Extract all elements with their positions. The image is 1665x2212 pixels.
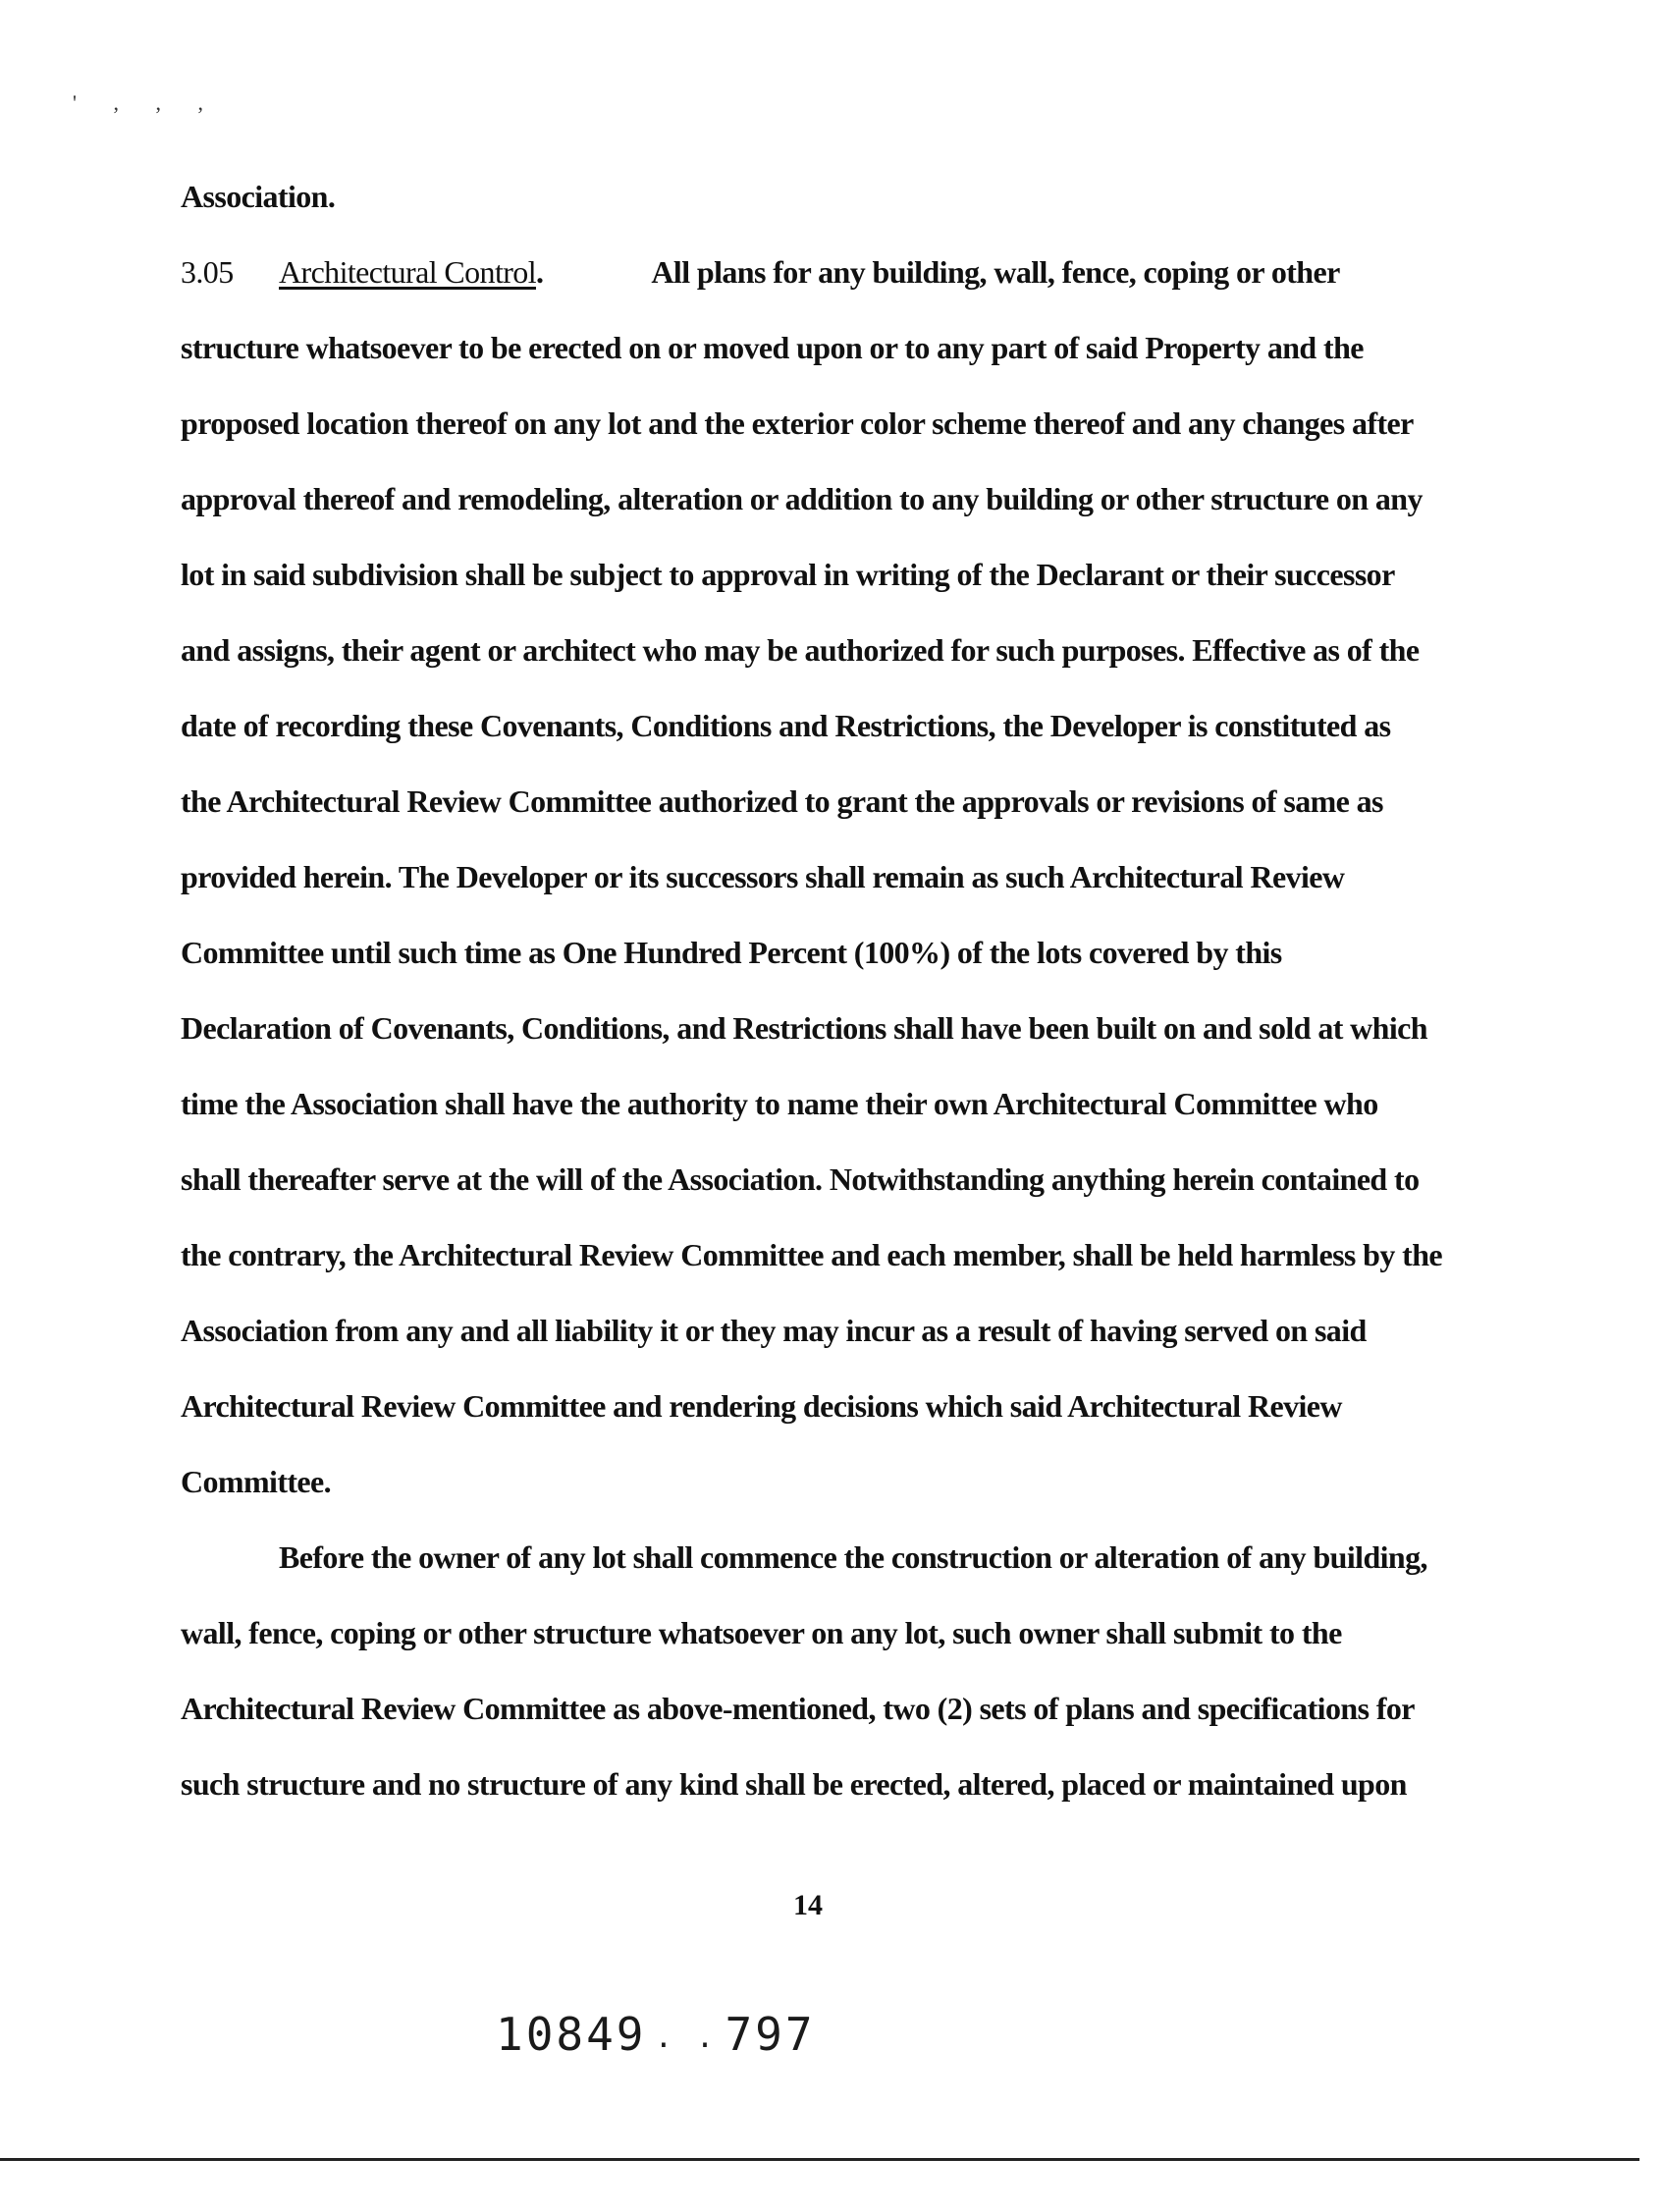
- text-line: shall thereafter serve at the will of the Association. Notwithstanding anything herein contained to: [181, 1161, 1420, 1197]
- text-line: time the Association shall have the authority to name their own Architectural Committee who: [181, 1086, 1378, 1121]
- margin-marks: ' , , ,: [73, 90, 219, 115]
- text-line: lot in said subdivision shall be subject to approval in writing of the Declarant or their successor: [181, 557, 1395, 592]
- text-line: wall, fence, coping or other structure whatsoever on any lot, such owner shall submit to the: [181, 1615, 1342, 1650]
- section-number: 3.05: [181, 254, 234, 290]
- text-line: Committee.: [181, 1464, 332, 1499]
- text-line: proposed location thereof on any lot and the exterior color scheme thereof and any changes after: [181, 405, 1414, 441]
- paragraph-first-line: Before the owner of any lot shall commence the construction or alteration of any building,: [279, 1539, 1427, 1575]
- text-line: Declaration of Covenants, Conditions, and Restrictions shall have been built on and sold at which: [181, 1010, 1427, 1046]
- text-line: such structure and no structure of any kind shall be erected, altered, placed or maintained upon: [181, 1766, 1407, 1802]
- text-line: Association from any and all liability it or they may incur as a result of having served on said: [181, 1313, 1367, 1348]
- recording-stamp: [496, 2008, 816, 2061]
- section-first-line: All plans for any building, wall, fence, coping or other: [651, 254, 1340, 290]
- text-line: date of recording these Covenants, Conditions and Restrictions, the Developer is constituted as: [181, 708, 1391, 743]
- text-line: Architectural Review Committee as above-mentioned, two (2) sets of plans and specifications for: [181, 1691, 1415, 1726]
- text-line: the contrary, the Architectural Review Committee and each member, shall be held harmless by the: [181, 1237, 1443, 1272]
- text-line: provided herein. The Developer or its successors shall remain as such Architectural Review: [181, 859, 1345, 894]
- text-line: approval thereof and remodeling, alteration or addition to any building or other structure on any: [181, 481, 1423, 516]
- text-line: and assigns, their agent or architect who may be authorized for such purposes. Effective as of the: [181, 632, 1420, 668]
- text-line: Committee until such time as One Hundred Percent (100%) of the lots covered by this: [181, 935, 1282, 970]
- text-line: Association.: [181, 179, 336, 214]
- section-heading-line: [181, 252, 1340, 292]
- stamp-separator: . .: [654, 2021, 718, 2055]
- bottom-rule: [0, 2158, 1639, 2161]
- section-title-period: .: [535, 254, 544, 290]
- stamp-book-number: 10849: [496, 2008, 647, 2061]
- page-number: 14: [793, 1889, 823, 1921]
- text-line: the Architectural Review Committee authorized to grant the approvals or revisions of same as: [181, 783, 1383, 819]
- stamp-page-number: 797: [725, 2008, 816, 2061]
- text-line: Architectural Review Committee and rendering decisions which said Architectural Review: [181, 1388, 1342, 1424]
- section-title: Architectural Control: [279, 254, 536, 290]
- text-line: structure whatsoever to be erected on or moved upon or to any part of said Property and the: [181, 330, 1364, 365]
